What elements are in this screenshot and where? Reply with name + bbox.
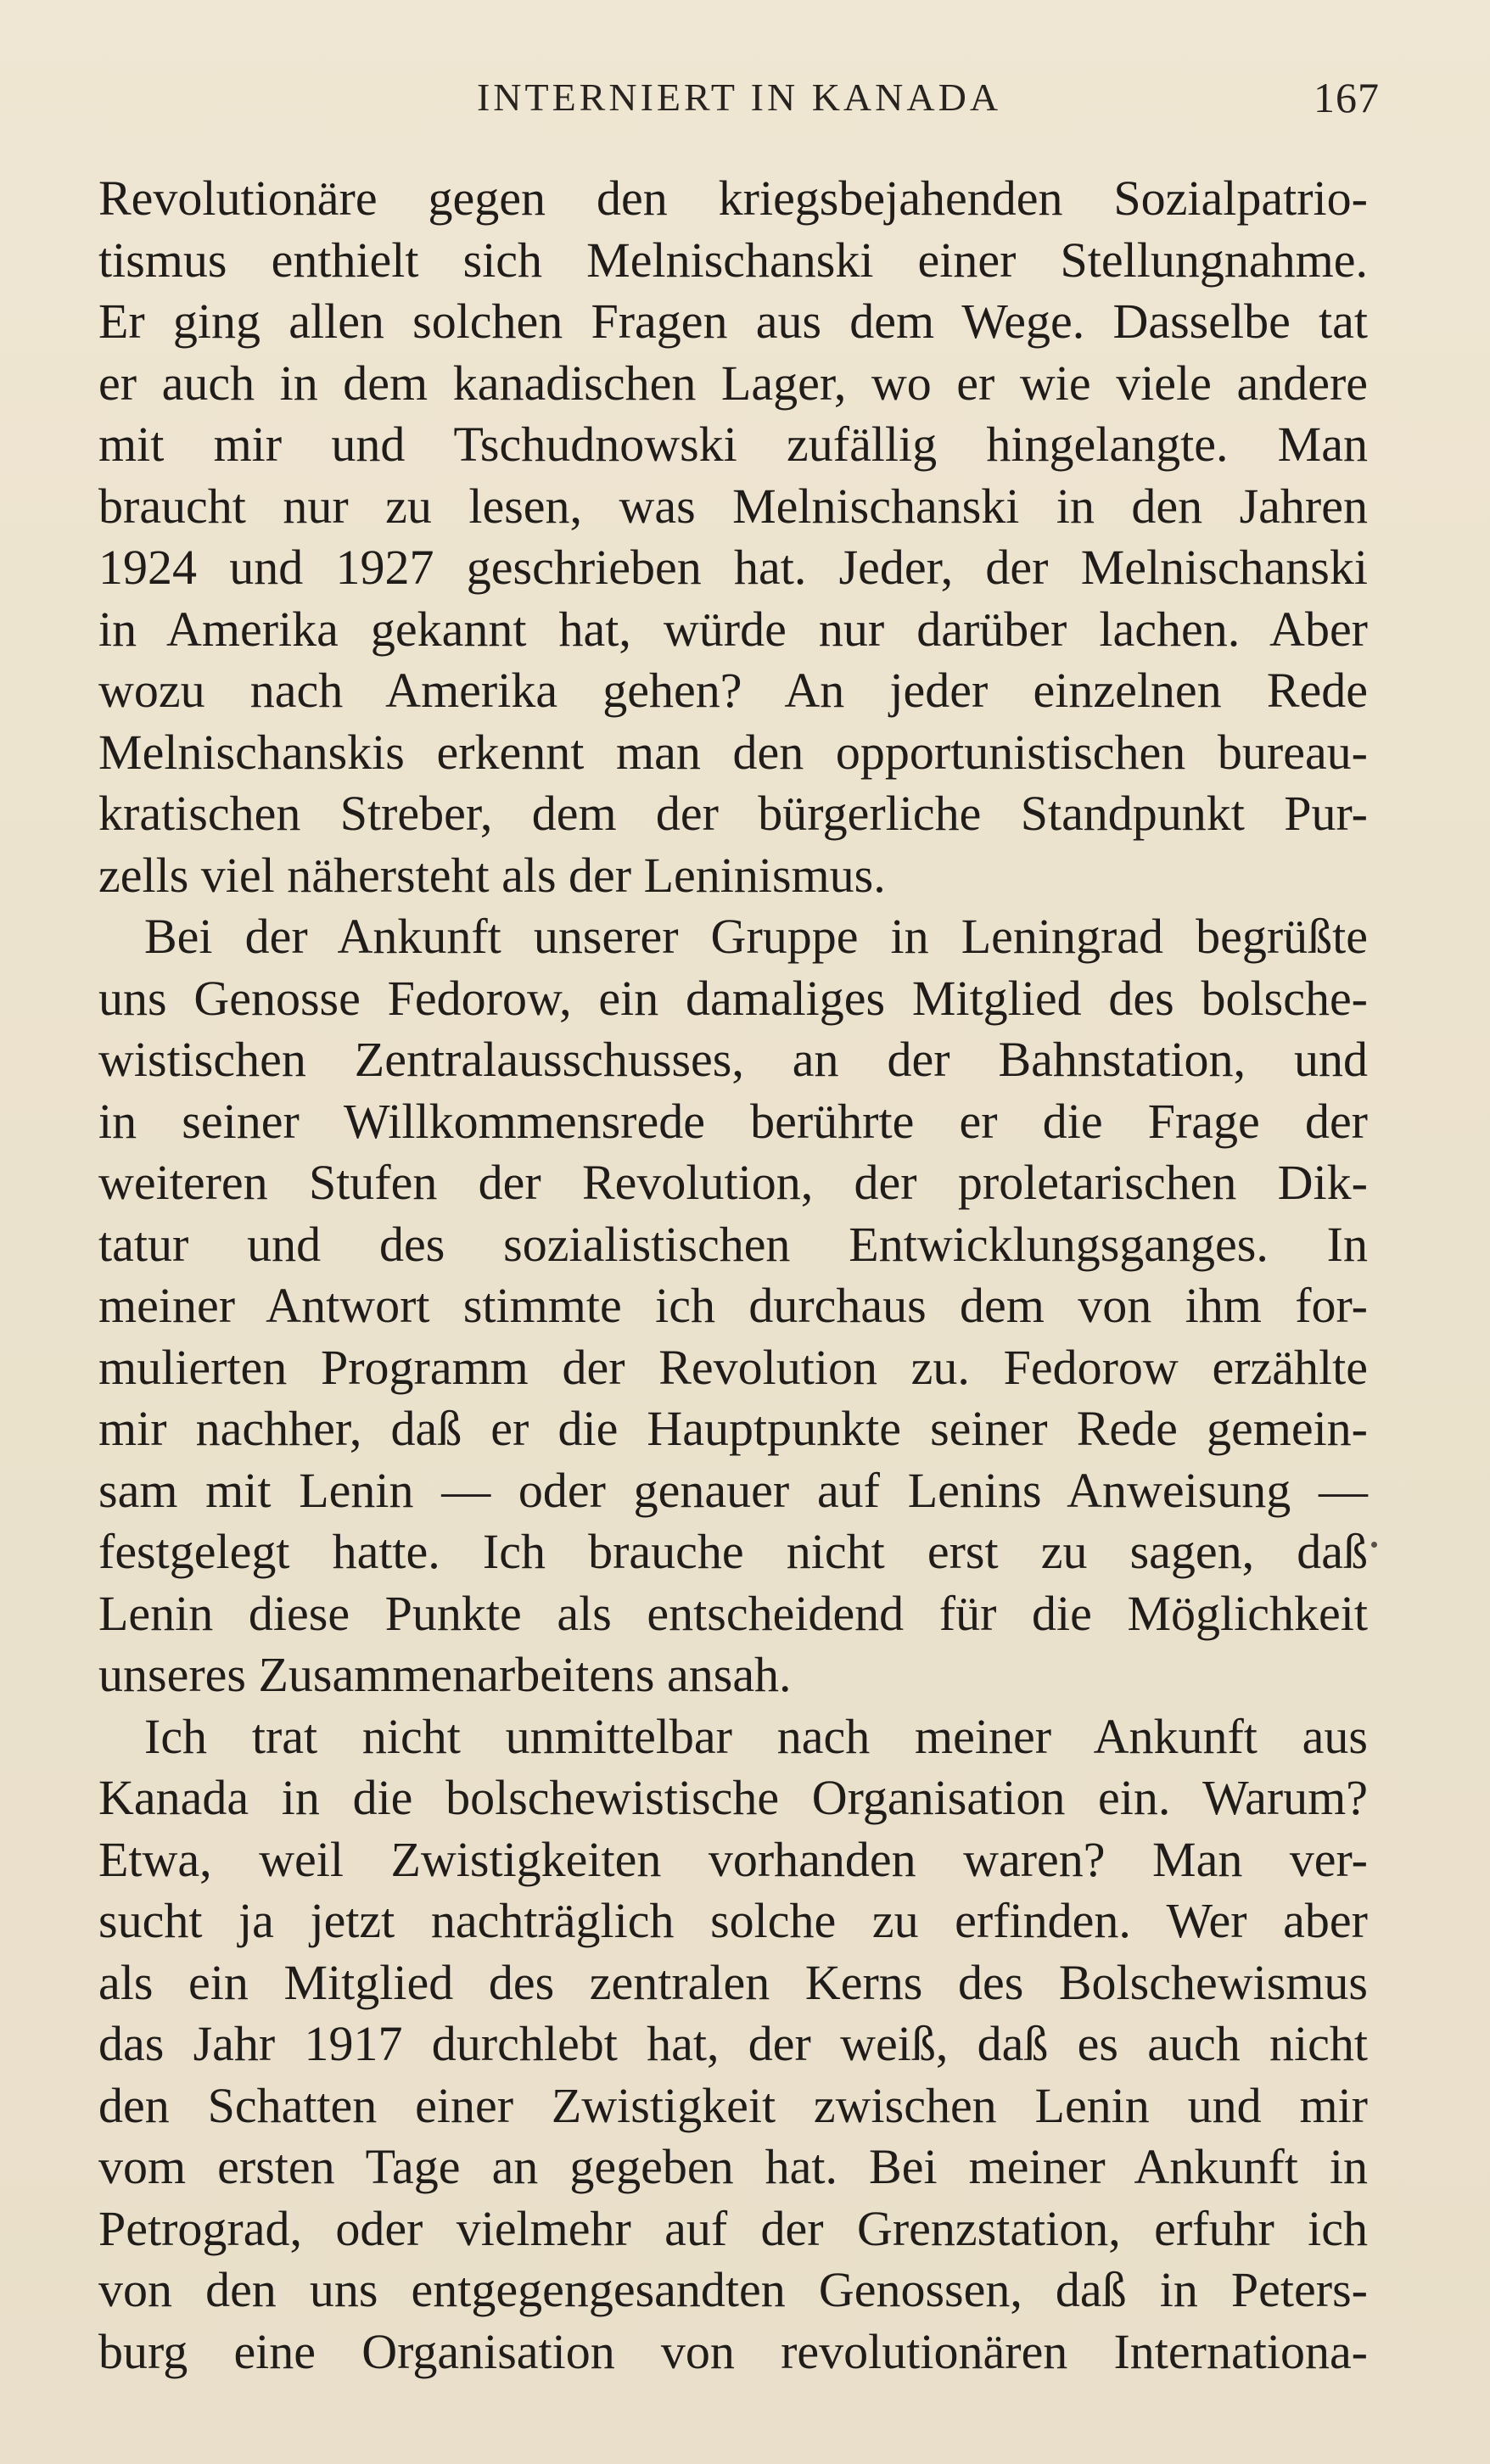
- text-line: braucht nur zu lesen, was Melnischanski in den Jahren: [98, 478, 1368, 534]
- text-line: wozu nach Amerika gehen? An jeder einzelnen Rede: [98, 663, 1368, 718]
- text-line: vom ersten Tage an gegeben hat. Bei meiner Ankunft in: [98, 2139, 1368, 2194]
- text-line: von den uns entgegengesandten Genossen, daß in Peters-: [98, 2262, 1368, 2317]
- text-line: kratischen Streber, dem der bürgerliche Standpunkt Pur-: [98, 786, 1368, 841]
- text-line: Melnischanskis erkennt man den opportunistischen bureau-: [98, 724, 1368, 780]
- text-line: zells viel nähersteht als der Leninismus.: [98, 847, 886, 903]
- text-line: das Jahr 1917 durchlebt hat, der weiß, daß es auch nicht: [98, 2016, 1368, 2071]
- text-line: als ein Mitglied des zentralen Kerns des Bolschewismus: [98, 1954, 1368, 2010]
- paragraph-1: [98, 168, 1368, 906]
- text-line: uns Genosse Fedorow, ein damaliges Mitglied des bolsche-: [98, 970, 1368, 1026]
- text-line: er auch in dem kanadischen Lager, wo er wie viele andere: [98, 355, 1368, 411]
- paragraph-2: [98, 906, 1368, 1706]
- text-line: mit mir und Tschudnowski zufällig hingelangte. Man: [98, 417, 1368, 472]
- text-line: sucht ja jetzt nachträglich solche zu erfinden. Wer aber: [98, 1893, 1368, 1948]
- text-line: sam mit Lenin — oder genauer auf Lenins Anweisung —: [98, 1462, 1368, 1518]
- text-line: Lenin diese Punkte als entscheidend für die Möglichkeit: [98, 1585, 1368, 1641]
- body-text: [98, 168, 1368, 2383]
- text-line: Revolutionäre gegen den kriegsbejahenden Sozialpatrio-: [98, 171, 1368, 226]
- text-line: Ich trat nicht unmittelbar nach meiner Ankunft aus: [144, 1708, 1368, 1764]
- text-line: unseres Zusammenarbeitens ansah.: [98, 1647, 792, 1702]
- text-line: wistischen Zentralausschusses, an der Bahnstation, und: [98, 1032, 1368, 1087]
- text-line: weiteren Stufen der Revolution, der proletarischen Dik-: [98, 1155, 1368, 1210]
- text-line: mulierten Programm der Revolution zu. Fedorow erzählte: [98, 1339, 1368, 1395]
- text-line: meiner Antwort stimmte ich durchaus dem von ihm for-: [98, 1278, 1368, 1333]
- running-title: INTERNIERT IN KANADA: [476, 76, 1002, 119]
- text-line: Kanada in die bolschewistische Organisation ein. Warum?: [98, 1770, 1368, 1825]
- text-line: burg eine Organisation von revolutionären Internationa-: [98, 2323, 1368, 2379]
- text-line: Bei der Ankunft unserer Gruppe in Leningrad begrüßte: [144, 909, 1368, 964]
- text-line: 1924 und 1927 geschrieben hat. Jeder, der Melnischanski: [98, 540, 1368, 595]
- text-line: in Amerika gekannt hat, würde nur darüber lachen. Aber: [98, 601, 1368, 657]
- ink-speck: [1371, 1542, 1377, 1548]
- paragraph-3: [98, 1706, 1368, 2383]
- text-line: Er ging allen solchen Fragen aus dem Wege. Dasselbe tat: [98, 294, 1368, 349]
- text-line: Petrograd, oder vielmehr auf der Grenzstation, erfuhr ich: [98, 2200, 1368, 2256]
- text-line: festgelegt hatte. Ich brauche nicht erst zu sagen, daß: [98, 1524, 1368, 1579]
- text-line: tismus enthielt sich Melnischanski einer Stellungnahme.: [98, 232, 1368, 288]
- text-line: den Schatten einer Zwistigkeit zwischen Lenin und mir: [98, 2077, 1368, 2133]
- page-header: [98, 68, 1380, 127]
- text-line: Etwa, weil Zwistigkeiten vorhanden waren? Man ver-: [98, 1831, 1368, 1887]
- text-line: mir nachher, daß er die Hauptpunkte seiner Rede gemein-: [98, 1401, 1368, 1456]
- page-number: 167: [1314, 74, 1380, 121]
- text-line: tatur und des sozialistischen Entwicklungsganges. In: [98, 1216, 1368, 1272]
- text-line: in seiner Willkommensrede berührte er die Frage der: [98, 1093, 1368, 1149]
